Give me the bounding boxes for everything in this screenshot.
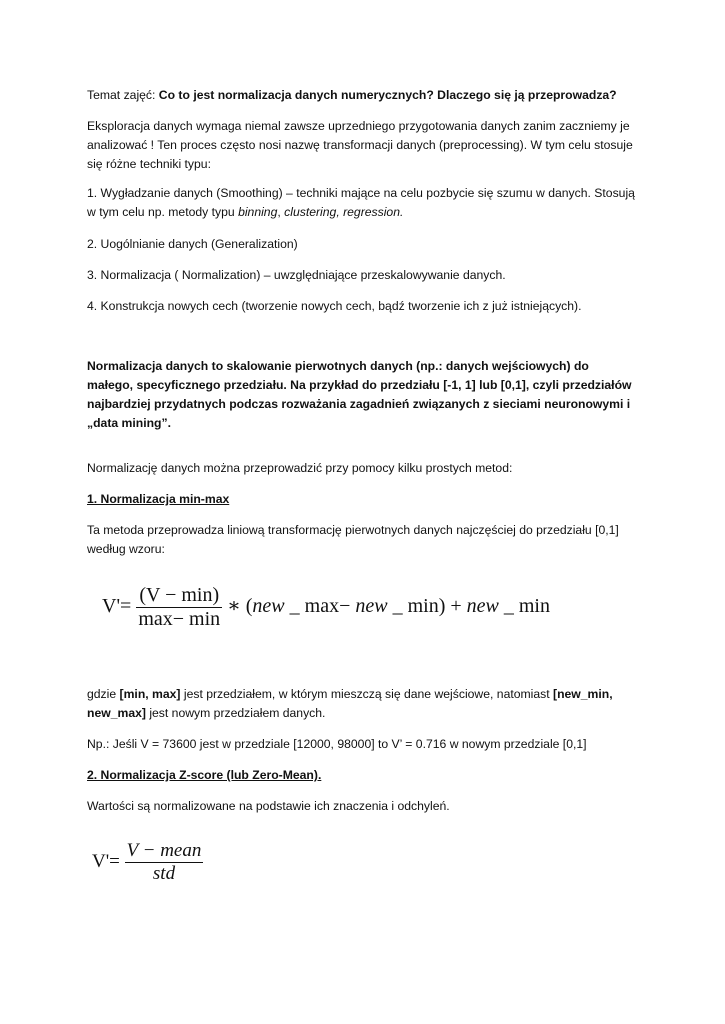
list-item-1-sep: , — [277, 205, 285, 219]
definition-paragraph: Normalizacja danych to skalowanie pierwotnych danych (np.: danych wejściowych) do małego, specyficznego przedziału. Na przykład do przedziału [-1, 1] lub [0,1], czyli przedziałów najbardziej przydatnych podczas rozważania zagadnień związanych z sieciami neuronowymi i „data mining”. — [87, 359, 632, 430]
formula-tail: _ min — [498, 595, 550, 618]
topic-title: Co to jest normalizacja danych numerycznych? Dlaczego się ją przeprowadza? — [158, 88, 617, 102]
section1-description: Ta metoda przeprowadza liniową transformację pierwotnych danych najczęściej do przedziału [0,1] według wzoru: — [87, 523, 619, 556]
list-item-2: 2. Uogólnianie danych (Generalization) — [87, 237, 298, 251]
list-item-1-methods: clustering, regression. — [284, 205, 404, 219]
list-item-4: 4. Konstrukcja nowych cech (tworzenie nowych cech, bądź tworzenie ich z już istniejących). — [87, 299, 582, 313]
section1-heading: 1. Normalizacja min-max — [87, 492, 230, 506]
z-formula-numerator: V − mean — [126, 840, 202, 861]
topic-line — [87, 86, 647, 105]
formula-new-1: new — [252, 595, 285, 618]
section2-heading: 2. Normalizacja Z-score (lub Zero-Mean). — [87, 768, 322, 782]
where-range: [min, max] — [119, 687, 181, 701]
methods-intro: Normalizację danych można przeprowadzić przy pomocy kilku prostych metod: — [87, 461, 513, 475]
list-item-1-binning: binning — [238, 205, 278, 219]
example-paragraph: Np.: Jeśli V = 73600 jest w przedziale [12000, 98000] to V’ = 0.716 w nowym przedziale [0,1] — [87, 737, 587, 751]
z-score-formula — [92, 840, 203, 885]
list-item-1 — [87, 184, 647, 222]
list-item-1-text: 1. Wygładzanie danych (Smoothing) – techniki mające na celu pozbycie się szumu w danych. Stosują w tym celu np. metody typu — [87, 186, 635, 219]
z-formula-denominator: std — [125, 862, 204, 885]
where-paragraph — [87, 685, 647, 723]
formula-op: ∗ ( — [222, 595, 253, 618]
formula-min-part: _ min) + — [387, 595, 467, 618]
where-suffix: jest nowym przedziałem danych. — [145, 706, 326, 720]
section2-description: Wartości są normalizowane na podstawie ich znaczenia i odchyleń. — [87, 799, 450, 813]
where-new-range: [new_min, new_max] — [87, 687, 613, 720]
where-prefix: gdzie — [87, 687, 120, 701]
topic-prefix: Temat zajęć: — [87, 88, 159, 102]
formula-max-part: _ max− — [284, 595, 356, 618]
formula-new-2: new — [355, 595, 388, 618]
intro-paragraph: Eksploracja danych wymaga niemal zawsze uprzedniego przygotowania danych zanim zaczniemy je analizować ! Ten proces często nosi nazwę transformacji danych (preprocessing). W tym celu stosuje się różne techniki typu: — [87, 119, 633, 171]
formula-numerator: (V − min) — [139, 584, 220, 606]
formula-fraction — [136, 584, 222, 631]
formula-lhs: V'= — [102, 595, 132, 618]
formula-denominator: max− min — [138, 608, 221, 630]
min-max-formula — [102, 584, 550, 631]
where-mid: jest przedziałem, w którym mieszczą się dane wejściowe, natomiast — [180, 687, 554, 701]
formula-new-3: new — [466, 595, 499, 618]
list-item-3: 3. Normalizacja ( Normalization) – uwzględniające przeskalowywanie danych. — [87, 268, 506, 282]
z-formula-fraction — [125, 840, 204, 885]
z-formula-lhs: V'= — [92, 850, 120, 872]
